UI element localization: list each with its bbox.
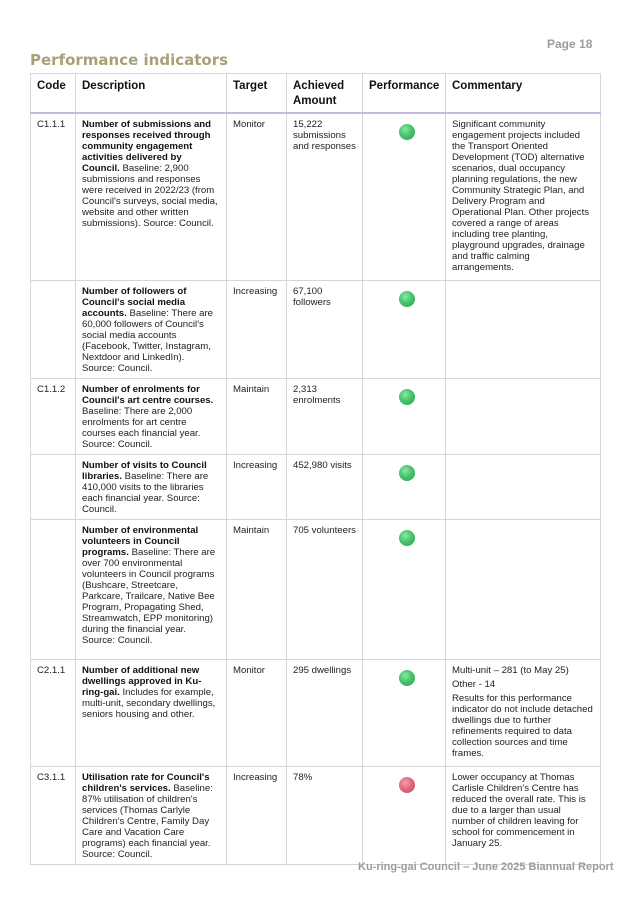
table-row — [31, 455, 601, 520]
row-target: Monitor — [227, 660, 287, 767]
row-description — [76, 767, 227, 865]
table-row — [31, 113, 601, 281]
row-achieved: 705 volunteers — [287, 520, 363, 660]
status-dot-green-icon — [399, 291, 415, 307]
table-row — [31, 660, 601, 767]
table-row — [31, 767, 601, 865]
row-code — [31, 520, 76, 660]
row-description-title: Utilisation rate for Council's children's services. — [82, 772, 210, 794]
status-dot-green-icon — [399, 124, 415, 140]
row-achieved: 15,222 submissions and responses — [287, 113, 363, 281]
row-description-baseline: Baseline: 2,900 submissions and responses were received in 2022/23 (from Council's surveys, social media, website and other written submissions). Source: Council. — [82, 163, 218, 229]
row-description-baseline: Baseline: There are 2,000 enrolments for art centre courses each financial year. Source: Council. — [82, 406, 201, 450]
row-target: Monitor — [227, 113, 287, 281]
row-description-baseline: Baseline: There are 410,000 visits to the libraries each financial year. Source: Council. — [82, 471, 209, 515]
row-commentary — [446, 379, 601, 455]
table-row — [31, 379, 601, 455]
row-code: C2.1.1 — [31, 660, 76, 767]
table-row — [31, 520, 601, 660]
row-commentary — [446, 455, 601, 520]
header-achieved: Achieved Amount — [287, 74, 363, 114]
row-target: Increasing — [227, 767, 287, 865]
row-performance — [363, 520, 446, 660]
commentary-text: Significant community engagement projects included the Transport Oriented Development (TOD) alternative scenarios, dual occupancy planning regulations, the new Community Strategic Plan, and Delivery Program and Operational Plan. Other projects covered a range of areas including tree planting, playground upgrades, drainage and traffic calming arrangements. — [452, 119, 590, 273]
row-description — [76, 660, 227, 767]
row-achieved: 452,980 visits — [287, 455, 363, 520]
row-achieved: 67,100 followers — [287, 281, 363, 379]
status-dot-green-icon — [399, 389, 415, 405]
row-performance — [363, 660, 446, 767]
row-commentary — [446, 281, 601, 379]
row-target: Increasing — [227, 455, 287, 520]
status-dot-green-icon — [399, 530, 415, 546]
header-target: Target — [227, 74, 287, 114]
row-commentary — [446, 520, 601, 660]
row-code: C1.1.2 — [31, 379, 76, 455]
header-code: Code — [31, 74, 76, 114]
row-performance — [363, 379, 446, 455]
commentary-text: Multi-unit – 281 (to May 25) — [452, 665, 569, 676]
header-commentary: Commentary — [446, 74, 601, 114]
status-dot-red-icon — [399, 777, 415, 793]
row-description — [76, 281, 227, 379]
table-row — [31, 281, 601, 379]
row-code: C3.1.1 — [31, 767, 76, 865]
row-code: C1.1.1 — [31, 113, 76, 281]
row-performance — [363, 113, 446, 281]
row-description — [76, 379, 227, 455]
row-performance — [363, 455, 446, 520]
status-dot-green-icon — [399, 670, 415, 686]
row-target: Maintain — [227, 520, 287, 660]
row-description-baseline: Baseline: There are over 700 environmental volunteers in Council programs (Bushcare, Streetcare, Parkcare, Trailcare, Native Bee Program, Propagating Shed, Streamwatch, EPP monitoring) during the financial year. Source: Council. — [82, 547, 216, 646]
commentary-text: Results for this performance indicator do not include detached dwellings due to further refinements required to data collection sources and time frames. — [452, 693, 593, 759]
row-description — [76, 455, 227, 520]
header-description: Description — [76, 74, 227, 114]
row-target: Maintain — [227, 379, 287, 455]
row-description-title: Number of additional new dwellings approved in Ku-ring-gai. — [82, 665, 202, 698]
row-commentary — [446, 113, 601, 281]
row-achieved: 2,313 enrolments — [287, 379, 363, 455]
performance-table — [30, 73, 601, 865]
status-dot-green-icon — [399, 465, 415, 481]
row-description-title: Number of followers of Council's social media accounts. — [82, 286, 187, 319]
row-description-title: Number of enrolments for Council's art centre courses. — [82, 384, 214, 406]
commentary-text: Other - 14 — [452, 679, 496, 690]
header-performance: Performance — [363, 74, 446, 114]
row-description-baseline: Includes for example, multi-unit, secondary dwellings, seniors housing and other. — [82, 687, 216, 720]
row-code — [31, 281, 76, 379]
row-performance — [363, 767, 446, 865]
section-title: Performance indicators — [30, 51, 229, 69]
row-description-title: Number of visits to Council libraries. — [82, 460, 207, 482]
row-achieved: 78% — [287, 767, 363, 865]
row-description — [76, 113, 227, 281]
row-description-title: Number of environmental volunteers in Council programs. — [82, 525, 199, 558]
table-header-row — [31, 74, 601, 114]
report-footer: Ku-ring-gai Council – June 2025 Biannual Report — [358, 861, 614, 873]
row-description-baseline: Baseline: 87% utilisation of children's services (Thomas Carlyle Children's Centre, Family Day Care and Vacation Care programs) each financial year. Source: Council. — [82, 783, 213, 860]
row-description-title: Number of submissions and responses received through community engagement activities delivered by Council. — [82, 119, 212, 174]
row-description — [76, 520, 227, 660]
row-performance — [363, 281, 446, 379]
row-code — [31, 455, 76, 520]
commentary-text: Lower occupancy at Thomas Carlisle Children's Centre has reduced the overall rate. This is due to a larger than usual number of children leaving for school for commencement in January 25. — [452, 772, 586, 849]
row-commentary — [446, 767, 601, 865]
row-achieved: 295 dwellings — [287, 660, 363, 767]
row-commentary — [446, 660, 601, 767]
row-target: Increasing — [227, 281, 287, 379]
row-description-baseline: Baseline: There are 60,000 followers of Council's social media accounts (Facebook, Twitter, Instagram, Nextdoor and LinkedIn). Source: Council. — [82, 308, 214, 374]
page-number: Page 18 — [547, 37, 593, 51]
